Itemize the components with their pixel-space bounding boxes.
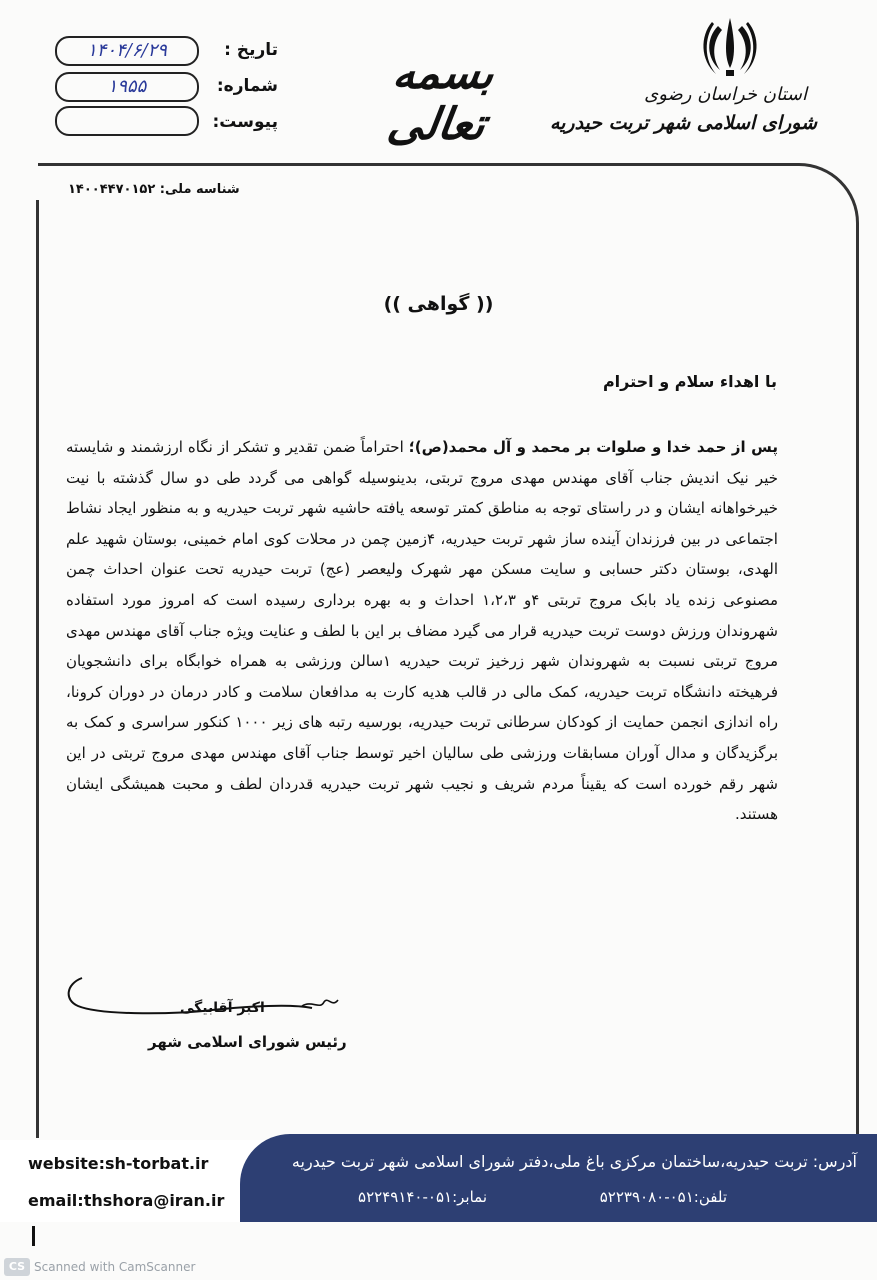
camscanner-logo-icon: CS — [4, 1258, 30, 1276]
greeting: با اهداء سلام و احترام — [602, 372, 777, 391]
province-name: استان خراسان رضوی — [644, 84, 807, 105]
council-name: شورای اسلامی شهر تربت حیدریه — [549, 112, 817, 134]
iran-emblem-icon — [700, 14, 760, 80]
attachment-label: پیوست: — [212, 112, 278, 132]
national-id: شناسه ملی: ۱۴۰۰۴۴۷۰۱۵۲ — [68, 182, 240, 197]
bismillah-heading: بسمه تعالی — [384, 48, 498, 150]
footer-contact-bar — [240, 1134, 877, 1222]
date-label: تاریخ : — [224, 40, 278, 60]
scan-edge-mark — [32, 1226, 35, 1246]
footer-email: email:thshora@iran.ir — [28, 1191, 225, 1210]
frame-left-rule — [36, 200, 39, 1138]
camscanner-watermark: Scanned with CamScanner — [34, 1260, 196, 1274]
date-field: ۱۴۰۴/۶/۲۹ — [55, 36, 199, 66]
number-label: شماره: — [216, 76, 278, 96]
number-field: ۱۹۵۵ — [55, 72, 199, 102]
opening-phrase: پس از حمد خدا و صلوات بر محمد و آل محمد(ص)؛ — [408, 438, 778, 456]
letter-title: (( گواهی )) — [383, 293, 494, 315]
body-paragraph: احتراماً ضمن تقدیر و تشکر از نگاه ارزشمند و شایسته خیر نیک اندیش جناب آقای مهندس مهدی مروج تربتی، بدینوسیله گواهی می گردد طی دو سال گذشته با نیت خیرخواهانه ایشان و در راستای توجه به مناطق کمتر توسعه یافته حاشیه شهر تربت حیدریه و به منظور ایجاد نشاط اجتماعی در بین فرزندان آینده ساز شهر تربت حیدریه، ۴زمین چمن در محلات کوی امام خمینی، بوستان شهید علم الهدی، بوستان دکتر حسابی و سایت مسکن مهر شهرک ولیعصر (عج) تربت حیدریه تحت عنوان احداث چمن مصنوعی زنده یاد بابک مروج تربتی ۴و ۱،۲،۳ احداث و به بهره برداری رسیده است که امروز مورد استفاده شهروندان ورزش دوست تربت حیدریه قرار می گیرد مضاف بر این با لطف و عنایت ویژه جناب آقای مهندس مهدی مروج تربتی نسبت به شهروندان شهر زرخیز تربت حیدریه ۱سالن ورزشی به همراه خوابگاه برای دانشجویان فرهیخته دانشگاه تربت حیدریه، کمک مالی در قالب هدیه کارت به مدافعان سلامت و کادر درمان در دوران کرونا، راه اندازی انجمن حمایت از کودکان سرطانی تربت حیدریه، بورسیه رتبه های زیر ۱۰۰۰ کنکور سراسری و کمک به برگزیدگان و مدال آوران مسابقات ورزشی طی سالیان اخیر توسط جناب آقای مهندس مهدی مروج تربتی در این شهر رقم خورده است که یقیناً مردم شریف و نجیب شهر تربت حیدریه قدردان لطف و محبت همیشگی ایشان هستند. — [66, 438, 778, 824]
footer-address: آدرس: تربت حیدریه،ساختمان مرکزی باغ ملی،دفتر شورای اسلامی شهر تربت حیدریه — [291, 1152, 857, 1171]
signer-title: رئیس شورای اسلامی شهر — [148, 1033, 347, 1051]
footer-fax: نمابر:۰۵۱-۵۲۲۴۹۱۴۰ — [358, 1188, 487, 1206]
letter-body — [66, 432, 778, 830]
signer-name: اکبر آقابیگی — [180, 1000, 265, 1016]
attachment-field — [55, 106, 199, 136]
footer-website: website:sh-torbat.ir — [28, 1154, 209, 1173]
footer-phone: تلفن:۰۵۱-۵۲۲۳۹۰۸۰ — [599, 1188, 727, 1206]
